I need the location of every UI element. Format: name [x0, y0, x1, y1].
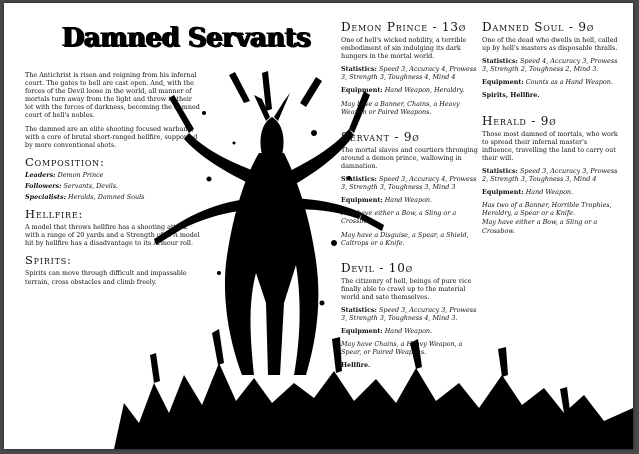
leaders-value: Demon Prince [57, 170, 104, 179]
servant-note-2: May have a Disguise, a Spear, a Shield, Caltrops or a Knife. [341, 230, 469, 247]
hellfire-text: A model that throws hellfire has a shooting attack with a range of 20 yards and a Strength of 5. A model hit by hellfire has a disadvantage to its Armour roll. [25, 223, 200, 248]
damned-soul-stats-label: Statistics: [482, 57, 518, 66]
herald-note-1: Has two of a Banner, Horrible Trophies, Heraldry, a Spear or a Knife. [482, 201, 612, 218]
herald-stats-label: Statistics: [482, 166, 518, 175]
herald-equip-label: Equipment: [482, 188, 524, 197]
servant-equip-label: Equipment: [341, 196, 383, 205]
intro-paragraph-2: The damned are an elite shooting focused warband, with a core of brutal short-ranged hellfire, supported by more conventional shots. [25, 124, 198, 149]
herald-entry [482, 114, 620, 235]
specialists-value: Heralds, Damned Souls [68, 193, 145, 202]
demon-prince-heading: Demon Prince - 13ø [341, 20, 467, 34]
demon-prince-stats: Speed 3, Accuracy 4, Prowess 3, Strength 3, Toughness 4, Mind 4 [341, 65, 477, 82]
herald-stats: Speed 3, Accuracy 3, Prowess 2, Strength 3, Toughness 3, Mind 4 [482, 166, 618, 184]
devil-equip: Hand Weapon. [384, 327, 433, 336]
herald-note-2: May have either a Bow, a Sling or a Crossbow. [482, 218, 598, 235]
devil-entry [341, 261, 481, 370]
damned-soul-heading: Damned Soul - 9ø [482, 20, 595, 34]
devil-heading: Devil - 10ø [341, 260, 414, 275]
spirits-heading: Spirits: [25, 253, 72, 268]
servant-stats: Speed 3, Accuracy 4, Prowess 3, Strength 3, Toughness 3, Mind 3 [341, 175, 477, 192]
left-column [25, 71, 200, 291]
demon-prince-entry [341, 20, 481, 116]
herald-equip: Hand Weapon. [525, 188, 574, 197]
servant-desc: The mortal slaves and courtiers thronging around a demon prince, wallowing in damnation. [341, 145, 478, 170]
specialists-label: Specialists: [25, 193, 66, 202]
middle-column [341, 20, 481, 384]
servant-heading: Servant - 9ø [341, 129, 420, 144]
devil-equip-label: Equipment: [341, 327, 383, 336]
demon-prince-stats-label: Statistics: [341, 65, 377, 74]
devil-tag: Hellfire. [341, 361, 371, 370]
servant-entry [341, 130, 481, 247]
demon-prince-note: May have a Banner, Chains, a Heavy Weapon or Paired Weapons. [341, 99, 460, 116]
servant-note-1: May have either a Bow, a Sling or a Crossbow. [341, 209, 457, 226]
composition-heading: Composition: [25, 154, 105, 169]
followers-label: Followers: [25, 181, 62, 190]
devil-note: May have Chains, a Heavy Weapon, a Spear, or Paired Weapons. [341, 340, 463, 357]
devil-stats-label: Statistics: [341, 305, 377, 314]
herald-desc: Those most damned of mortals, who work to spread their infernal master's influence, travelling the land to carry out their will. [482, 129, 618, 162]
damned-soul-desc: One of the dead who dwells in hell, called up by hell's masters as disposable thralls. [482, 36, 618, 53]
damned-soul-entry [482, 20, 620, 100]
devil-stats: Speed 3, Accuracy 3, Prowess 3, Strength 3, Toughness 4, Mind 3. [341, 305, 477, 323]
damned-soul-tag: Spirits, Hellfire. [482, 91, 540, 100]
damned-soul-equip: Counts as a Hand Weapon. [525, 78, 613, 87]
damned-soul-equip-label: Equipment: [482, 78, 524, 87]
spirits-text: Spirits can move through difficult and impassable terrain, cross obstacles and climb freely. [25, 269, 187, 286]
rulebook-page [4, 3, 633, 449]
right-column [482, 20, 620, 249]
servant-equip: Hand Weapon. [384, 196, 433, 205]
demon-prince-equip-label: Equipment: [341, 86, 383, 95]
herald-heading: Herald - 9ø [482, 113, 557, 128]
demon-prince-desc: One of hell's wicked nobility, a terrible embodiment of sin indulging its dark hungers in the mortal world. [341, 36, 467, 61]
page-title: Damned Servants [62, 23, 311, 53]
intro-paragraph-1: The Antichrist is risen and reigning from his infernal court. The gates to hell are cast open. And, with the forces of the Devil loose in the world, all manner of mortals turn away from the light and throw in their lot with the forces of darkness, becoming the damned court of hell's nobles. [25, 71, 200, 120]
damned-soul-stats: Speed 4, Accuracy 3, Prowess 3, Strength 2, Toughness 2, Mind 3. [482, 57, 618, 74]
demon-prince-equip: Hand Weapon, Heraldry. [384, 86, 465, 95]
leaders-label: Leaders: [25, 170, 56, 179]
followers-value: Servants, Devils. [63, 181, 119, 190]
servant-stats-label: Statistics: [341, 175, 377, 184]
devil-desc: The citizenry of hell, beings of pure vice finally able to crawl up to the material world and sate themselves. [341, 276, 472, 301]
hellfire-heading: Hellfire: [25, 207, 84, 222]
